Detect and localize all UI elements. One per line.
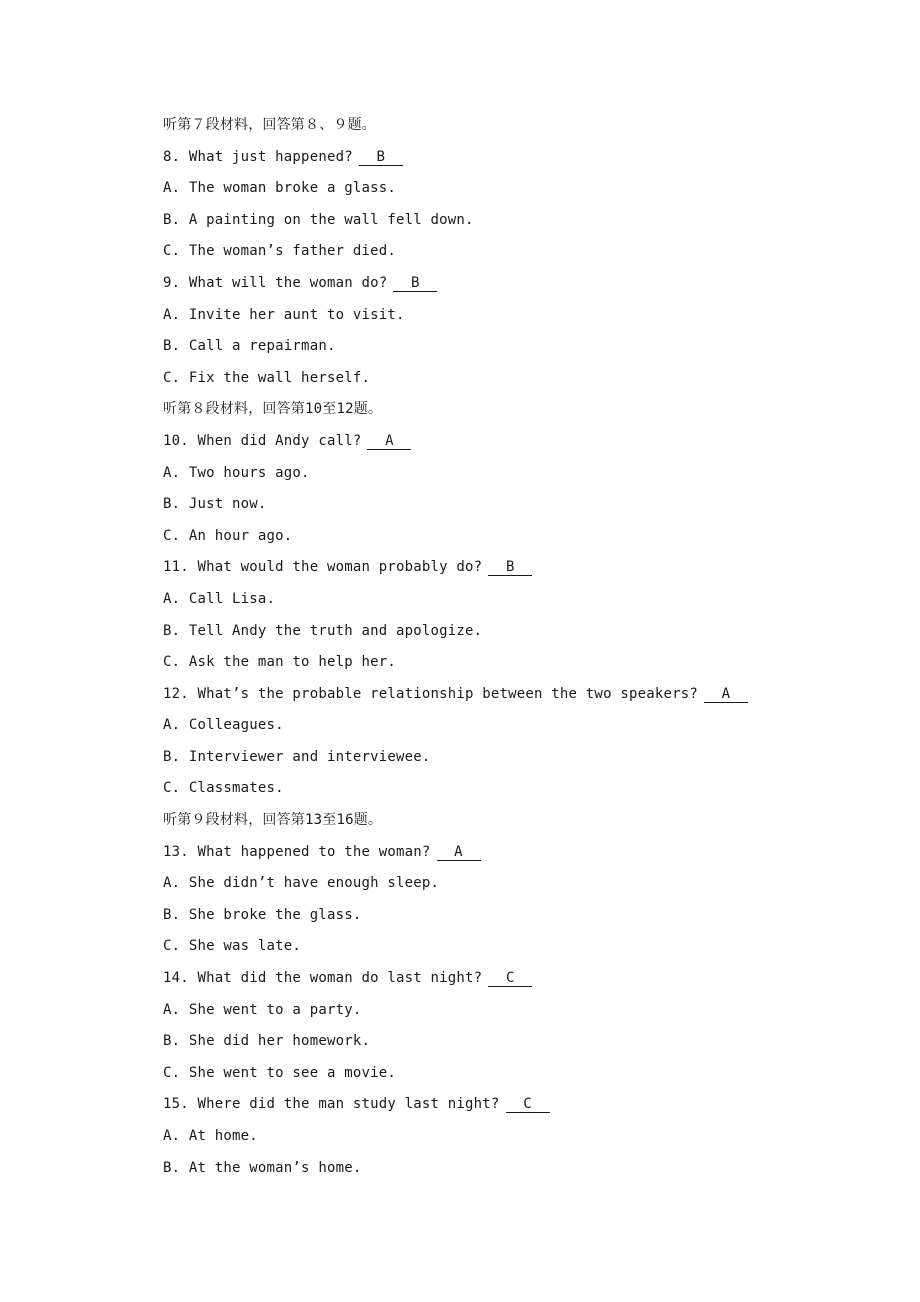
question-text: 9. What will the woman do? [163,274,388,291]
option-text: C. She was late. [163,938,302,955]
section-heading [163,394,863,426]
section-heading [163,110,863,142]
option-text: C. Ask the man to help her. [163,654,396,671]
section-heading [163,805,863,837]
question-text: 8. What just happened? [163,148,353,165]
question-line [163,679,863,711]
option-line [163,931,863,963]
answer-blank: B [488,559,532,576]
question-line [163,1089,863,1121]
option-line [163,363,863,395]
option-text: C. She went to see a movie. [163,1064,396,1081]
option-text: A. She didn’t have enough sleep. [163,875,440,892]
option-line [163,489,863,521]
option-line [163,868,863,900]
question-line [163,426,863,458]
option-text: B. She did her homework. [163,1033,371,1050]
question-line [163,268,863,300]
option-text: A. Invite her aunt to visit. [163,306,405,323]
question-text: 14. What did the woman do last night? [163,970,483,987]
option-text: C. Classmates. [163,780,284,797]
option-line [163,647,863,679]
option-text: A. Two hours ago. [163,464,310,481]
answer-blank: A [437,844,481,861]
option-text: A. The woman broke a glass. [163,180,396,197]
option-text: B. Tell Andy the truth and apologize. [163,622,483,639]
question-text: 13. What happened to the woman? [163,843,431,860]
exam-content [163,110,863,1184]
question-text: 12. What’s the probable relationship between the two speakers? [163,685,698,702]
question-text: 11. What would the woman probably do? [163,559,483,576]
option-text: A. Colleagues. [163,717,284,734]
option-line [163,584,863,616]
option-line [163,742,863,774]
option-text: B. Interviewer and interviewee. [163,748,431,765]
option-line [163,173,863,205]
heading-text: 听第８段材料，回答第10至12题。 [163,401,383,418]
question-line [163,552,863,584]
question-line [163,837,863,869]
answer-blank: B [393,275,437,292]
question-text: 15. Where did the man study last night? [163,1096,500,1113]
option-text: A. She went to a party. [163,1001,362,1018]
option-line [163,331,863,363]
option-text: B. Just now. [163,496,267,513]
heading-text: 听第７段材料，回答第８、９题。 [163,117,376,133]
option-line [163,300,863,332]
option-text: B. At the woman’s home. [163,1159,362,1176]
question-text: 10. When did Andy call? [163,432,362,449]
option-line [163,458,863,490]
option-text: A. At home. [163,1128,258,1144]
option-line [163,236,863,268]
option-line [163,616,863,648]
option-line [163,900,863,932]
option-line [163,995,863,1027]
question-line [163,963,863,995]
option-text: B. Call a repairman. [163,338,336,355]
option-text: A. Call Lisa. [163,590,276,607]
option-line [163,1026,863,1058]
answer-blank: B [359,149,403,166]
option-text: B. She broke the glass. [163,906,362,923]
option-line [163,1153,863,1185]
question-line [163,142,863,174]
option-line [163,773,863,805]
option-text: B. A painting on the wall fell down. [163,211,474,228]
option-text: C. An hour ago. [163,527,293,544]
option-text: C. Fix the wall herself. [163,369,371,386]
answer-blank: A [704,686,748,703]
answer-blank: C [488,970,532,987]
option-line [163,1121,863,1153]
heading-text: 听第９段材料，回答第13至16题。 [163,812,383,829]
option-line [163,205,863,237]
answer-blank: C [506,1096,550,1113]
option-line [163,521,863,553]
answer-blank: A [367,433,411,450]
option-line [163,1058,863,1090]
option-line [163,710,863,742]
option-text: C. The woman’s father died. [163,243,396,260]
